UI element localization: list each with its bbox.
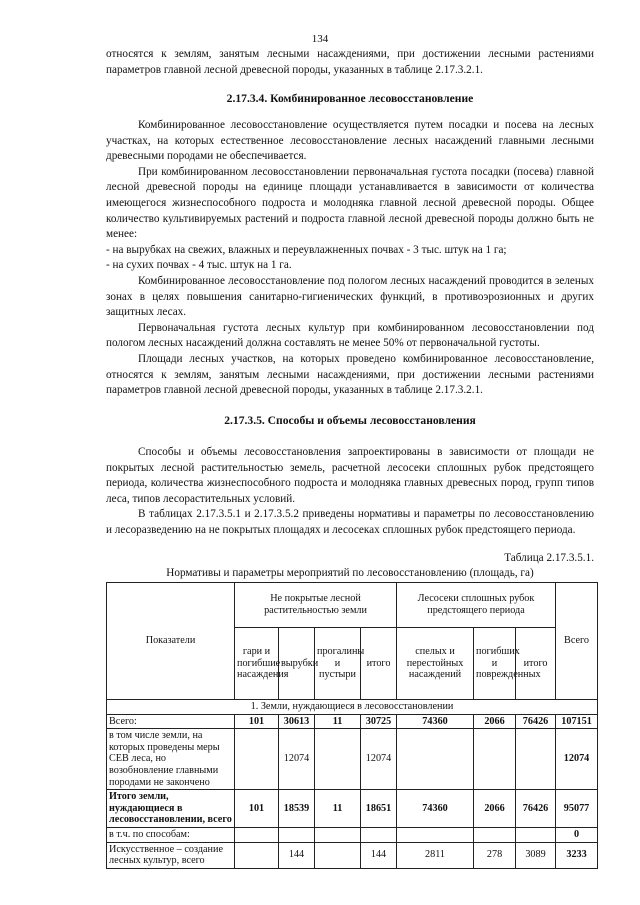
row-value-cell: 74360 [397,714,474,729]
row-value-cell: 12074 [361,729,397,790]
paragraph: В таблицах 2.17.3.5.1 и 2.17.3.5.2 приведены нормативы и параметры по лесовосстановлению и лесоразведению на не покрытых площадях и лесосеках сплошных рубок предстоящего периода. [106,508,594,536]
paragraph: Комбинированное лесовосстановление осуществляется путем посадки и посева на лесных участках, на которых естественное лесовосстановление лесных насаждений главными лесными древесными породами не обеспечивается. [106,119,594,163]
row-value-cell: 12074 [279,729,315,790]
row-value-cell [315,729,361,790]
row-total-cell: 95077 [556,790,598,828]
section-methods-body [106,445,594,539]
header-glades: прогалины и пустыри [315,628,361,700]
row-value-cell [516,729,556,790]
row-value-cell [397,729,474,790]
row-value-cell: 2066 [474,790,516,828]
row-total-cell: 12074 [556,729,598,790]
row-value-cell: 11 [315,714,361,729]
row-value-cell: 278 [474,842,516,868]
table-row [107,729,598,790]
header-mature: спелых и перестойных насаждений [397,628,474,700]
row-value-cell: 144 [279,842,315,868]
paragraph: При комбинированном лесовосстановлении первоначальная густота посадки (посева) главной лесной древесной породы на единице площади устанавливается в зависимости от количества имеющегося жизнеспособного подроста и молодняка главной лесной древесной породы. Общее количество культивируемых растений и подроста главной лесной древесной породы должно быть не менее: [106,165,594,241]
header-dead: погибших и поврежденных [474,628,516,700]
row-value-cell: 18539 [279,790,315,828]
row-value-cell: 3089 [516,842,556,868]
paragraph: Первоначальная густота лесных культур при комбинированном лесовосстановлении под пологом лесных насаждений должна составлять не менее 50% от первоначальной густоты. [106,321,594,350]
row-value-cell: 2811 [397,842,474,868]
paragraph: Способы и объемы лесовосстановления запроектированы в зависимости от площади не покрытых лесной растительностью земель, расчетной лесосеки сплошных рубок предстоящего периода, количества жизнеспособного подроста и молодняка главных древесных пород, групп типов леса, типов лесорастительных условий. [106,446,594,505]
table-section-row: 1. Земли, нуждающиеся в лесовосстановлении [107,700,598,715]
table-row [107,714,598,729]
header-clearings: вырубки [279,628,315,700]
row-value-cell [474,729,516,790]
row-value-cell: 30725 [361,714,397,729]
row-value-cell: 101 [235,714,279,729]
header-group-unforested: Не покрытые лесной растительностью земли [235,583,397,628]
table-row [107,790,598,828]
row-value-cell: 101 [235,790,279,828]
table-row [107,827,598,842]
header-group-clearcuts: Лесосеки сплошных рубок предстоящего периода [397,583,556,628]
section-combined-body [106,118,594,399]
row-total-cell: 0 [556,827,598,842]
header-subtotal-1: итого [361,628,397,700]
row-value-cell [516,827,556,842]
row-value-cell: 11 [315,790,361,828]
row-value-cell [235,827,279,842]
paragraph: Комбинированное лесовосстановление под пологом лесных насаждений проводится в зеленых зонах в целях повышения санитарно-гигиенических функций, в противоэрозионных и других защитных лесах. [106,274,594,319]
bullet-item: - на сухих почвах - 4 тыс. штук на 1 га. [106,259,292,272]
row-value-cell [235,729,279,790]
section-heading-methods: 2.17.3.5. Способы и объемы лесовосстановления [224,414,476,427]
header-total: Всего [556,583,598,700]
page-number: 134 [311,33,329,45]
intro-text: относятся к землям, занятым лесными насаждениями, при достижении лесными растениями параметров главной лесной древесной породы, указанных в таблице 2.17.3.2.1. [106,48,594,76]
row-value-cell [474,827,516,842]
row-value-cell: 18651 [361,790,397,828]
row-label: Искусственное – создание лесных культур, всего [107,842,235,868]
row-label: в т.ч. по способам: [107,827,235,842]
row-label: Итого земли, нуждающиеся в лесовосстановлении, всего [107,790,235,828]
row-label: Всего: [107,714,235,729]
row-value-cell [235,842,279,868]
row-value-cell [315,827,361,842]
table-row [107,842,598,868]
row-value-cell [279,827,315,842]
row-total-cell: 3233 [556,842,598,868]
intro-paragraph [106,47,594,78]
row-value-cell: 30613 [279,714,315,729]
row-value-cell [361,827,397,842]
reforestation-table [106,582,598,869]
section-heading-combined: 2.17.3.4. Комбинированное лесовосстановление [226,92,474,105]
bullet-item: - на вырубках на свежих, влажных и переувлажненных почвах - 3 тыс. штук на 1 га; [106,243,507,256]
row-value-cell [397,827,474,842]
header-indicators: Показатели [107,583,235,700]
row-value-cell [315,842,361,868]
row-total-cell: 107151 [556,714,598,729]
header-subtotal-2: итого [516,628,556,700]
table-number: Таблица 2.17.3.5.1. [504,552,594,564]
table-title: Нормативы и параметры мероприятий по лесовосстановлению (площадь, га) [166,567,534,579]
header-burnt: гари и погибшие насаждения [235,628,279,700]
row-value-cell: 76426 [516,790,556,828]
row-value-cell: 76426 [516,714,556,729]
paragraph: Площади лесных участков, на которых проведено комбинированное лесовосстановление, относятся к землям, занятым лесными насаждениями, при достижении лесными растениями параметров главной лесной древесной породы, указанных в таблице 2.17.3.2.1. [106,352,594,397]
row-value-cell: 144 [361,842,397,868]
row-label: в том числе земли, на которых проведены меры СЕВ леса, но возобновление главными породами не закончено [107,729,235,790]
row-value-cell: 2066 [474,714,516,729]
row-value-cell: 74360 [397,790,474,828]
